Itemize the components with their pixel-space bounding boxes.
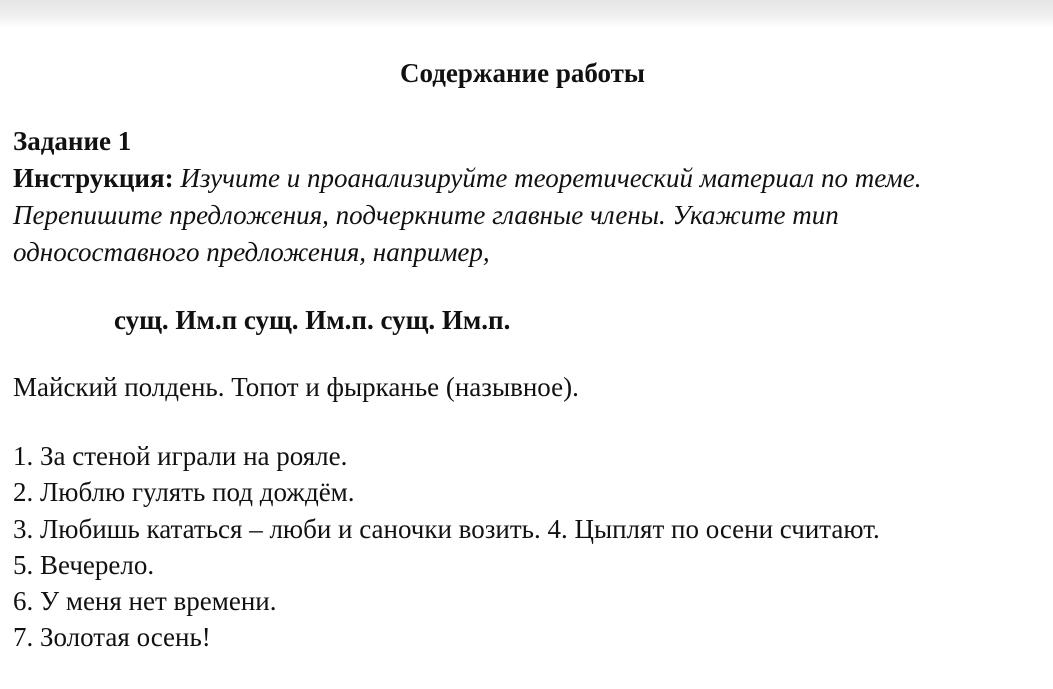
document-title: Содержание работы bbox=[400, 58, 645, 88]
list-item: 5. Вечерело. bbox=[13, 549, 155, 580]
example-sentence: Майский полдень. Топот и фырканье (назывное). bbox=[13, 372, 579, 402]
sentence-list bbox=[13, 438, 880, 656]
instruction-label: Инструкция: bbox=[13, 163, 174, 193]
list-item: 6. У меня нет времени. bbox=[13, 586, 277, 617]
list-item: 7. Золотая осень! bbox=[13, 622, 211, 653]
example-scheme: сущ. Им.п сущ. Им.п. сущ. Им.п. bbox=[114, 305, 511, 335]
list-item: 1. За стеной играли на рояле. bbox=[13, 441, 348, 471]
instruction-text: Изучите и проанализируйте теоретический материал по теме. Перепишите предложения, подчеркните главные члены. Укажите тип односоставного предложения, например, bbox=[13, 163, 922, 267]
instruction-paragraph bbox=[13, 160, 1023, 271]
list-item: 2. Люблю гулять под дождём. bbox=[13, 477, 355, 508]
task-heading: Задание 1 bbox=[13, 126, 132, 156]
list-item: 3. Любишь кататься – люби и саночки возить. 4. Цыплят по осени считают. bbox=[13, 513, 880, 544]
